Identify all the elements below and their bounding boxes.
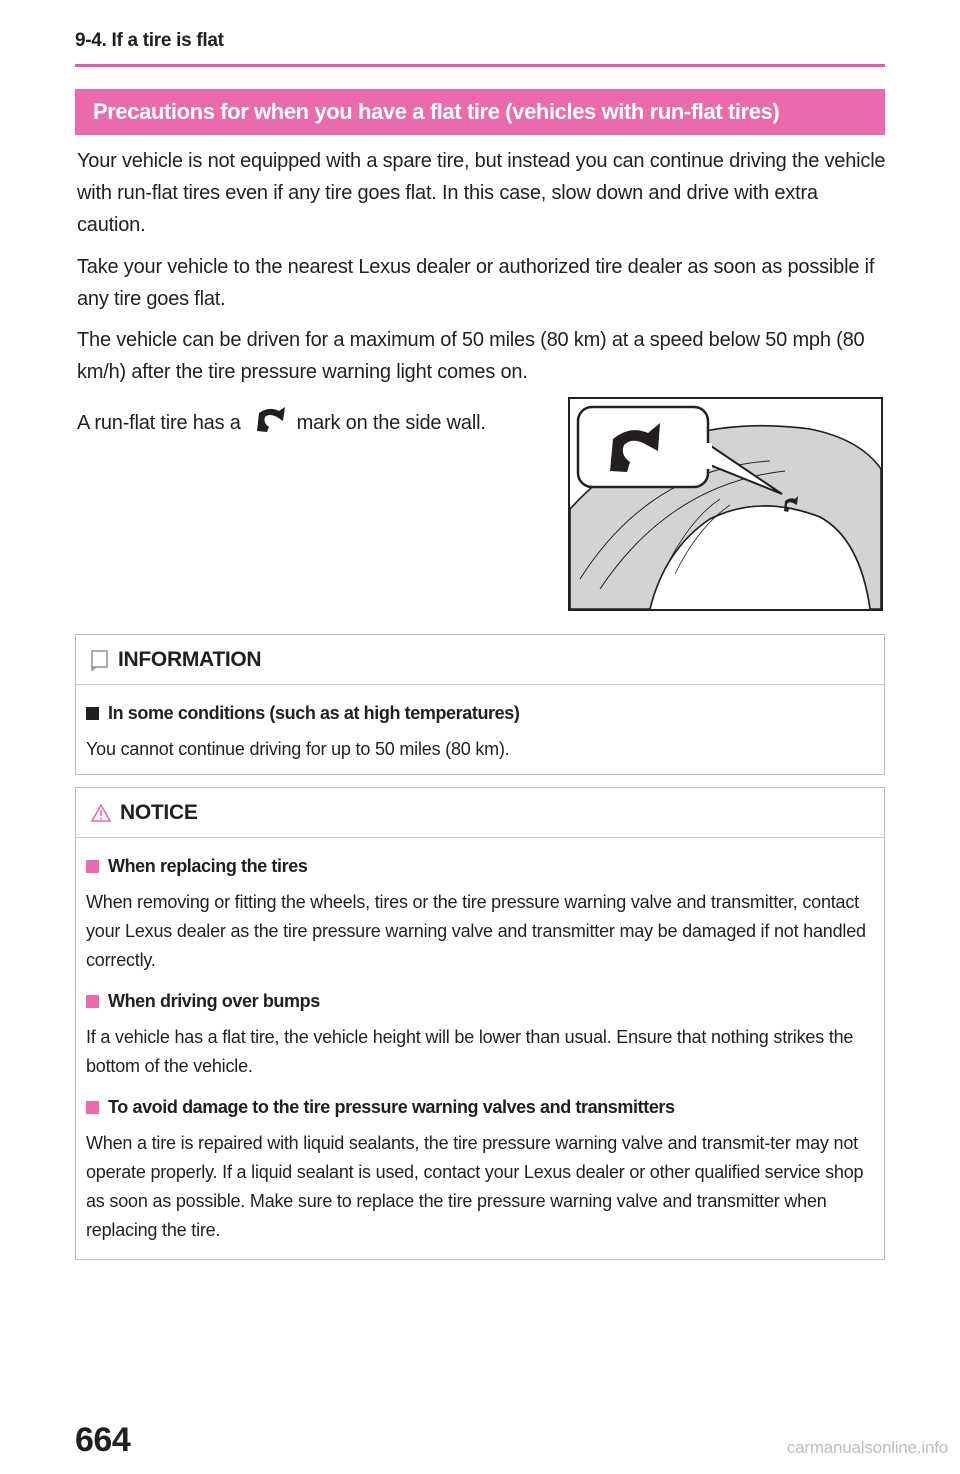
notice-box xyxy=(75,787,885,1260)
paragraph-max-distance: The vehicle can be driven for a maximum of 50 miles (80 km) at a speed below 50 mph (80 km/h) after the tire pressure warning light comes on. xyxy=(77,329,865,383)
notice-heading-bumps xyxy=(86,985,874,1017)
bullet-square-icon xyxy=(86,995,99,1008)
information-text: You cannot continue driving for up to 50 miles (80 km). xyxy=(86,739,510,759)
header-rule xyxy=(75,64,885,67)
notice-title: NOTICE xyxy=(120,800,198,824)
bullet-square-icon xyxy=(86,707,99,720)
section-title-bar xyxy=(75,89,885,135)
information-box xyxy=(75,634,885,775)
notice-heading-text: When replacing the tires xyxy=(108,855,308,876)
section-path: 9-4. If a tire is flat xyxy=(75,30,224,51)
page-number: 664 xyxy=(75,1421,131,1459)
paragraph-dealer: Take your vehicle to the nearest Lexus dealer or authorized tire dealer as soon as possible if any tire goes flat. xyxy=(77,256,875,310)
bullet-square-icon xyxy=(86,1101,99,1114)
watermark: carmanualsonline.info xyxy=(786,1438,948,1457)
section-title: Precautions for when you have a flat tire (vehicles with run-flat tires) xyxy=(93,99,780,124)
bullet-square-icon xyxy=(86,860,99,873)
information-header xyxy=(76,635,884,685)
notice-text-replacing: When removing or fitting the wheels, tires or the tire pressure warning valve and transmitter, contact your Lexus dealer as the tire pressure warning valve and transmitter may be damaged if not handled correctly. xyxy=(86,892,866,970)
notice-heading-valves xyxy=(86,1091,874,1123)
notice-heading-text: When driving over bumps xyxy=(108,990,320,1011)
runflat-mark-text-before: A run-flat tire has a xyxy=(77,412,241,434)
paragraph-runflat-mark xyxy=(77,405,547,439)
notice-heading-replacing xyxy=(86,850,874,882)
runflat-tire-illustration xyxy=(568,397,883,611)
notice-text-valves: When a tire is repaired with liquid sealants, the tire pressure warning valve and transmit-ter may not operate properly. If a liquid sealant is used, contact your Lexus dealer or other qualified service shop as soon as possible. Make sure to replace the tire pressure warning valve and transmitter when replacing the tire. xyxy=(86,1133,864,1240)
notice-header xyxy=(76,788,884,838)
information-heading-text: In some conditions (such as at high temperatures) xyxy=(108,702,520,723)
paragraph-spare-tire: Your vehicle is not equipped with a spare tire, but instead you can continue driving the vehicle with run-flat tires even if any tire goes flat. In this case, slow down and drive with extra caution. xyxy=(77,150,886,236)
notice-heading-text: To avoid damage to the tire pressure warning valves and transmitters xyxy=(108,1096,675,1117)
runflat-mark-icon xyxy=(247,405,291,435)
warning-triangle-icon xyxy=(90,803,112,823)
runflat-mark-text-after: mark on the side wall. xyxy=(296,412,486,434)
notice-text-bumps: If a vehicle has a flat tire, the vehicle height will be lower than usual. Ensure that nothing strikes the bottom of the vehicle. xyxy=(86,1027,854,1076)
information-icon xyxy=(90,649,110,671)
information-title: INFORMATION xyxy=(118,647,262,671)
information-heading xyxy=(86,697,874,729)
